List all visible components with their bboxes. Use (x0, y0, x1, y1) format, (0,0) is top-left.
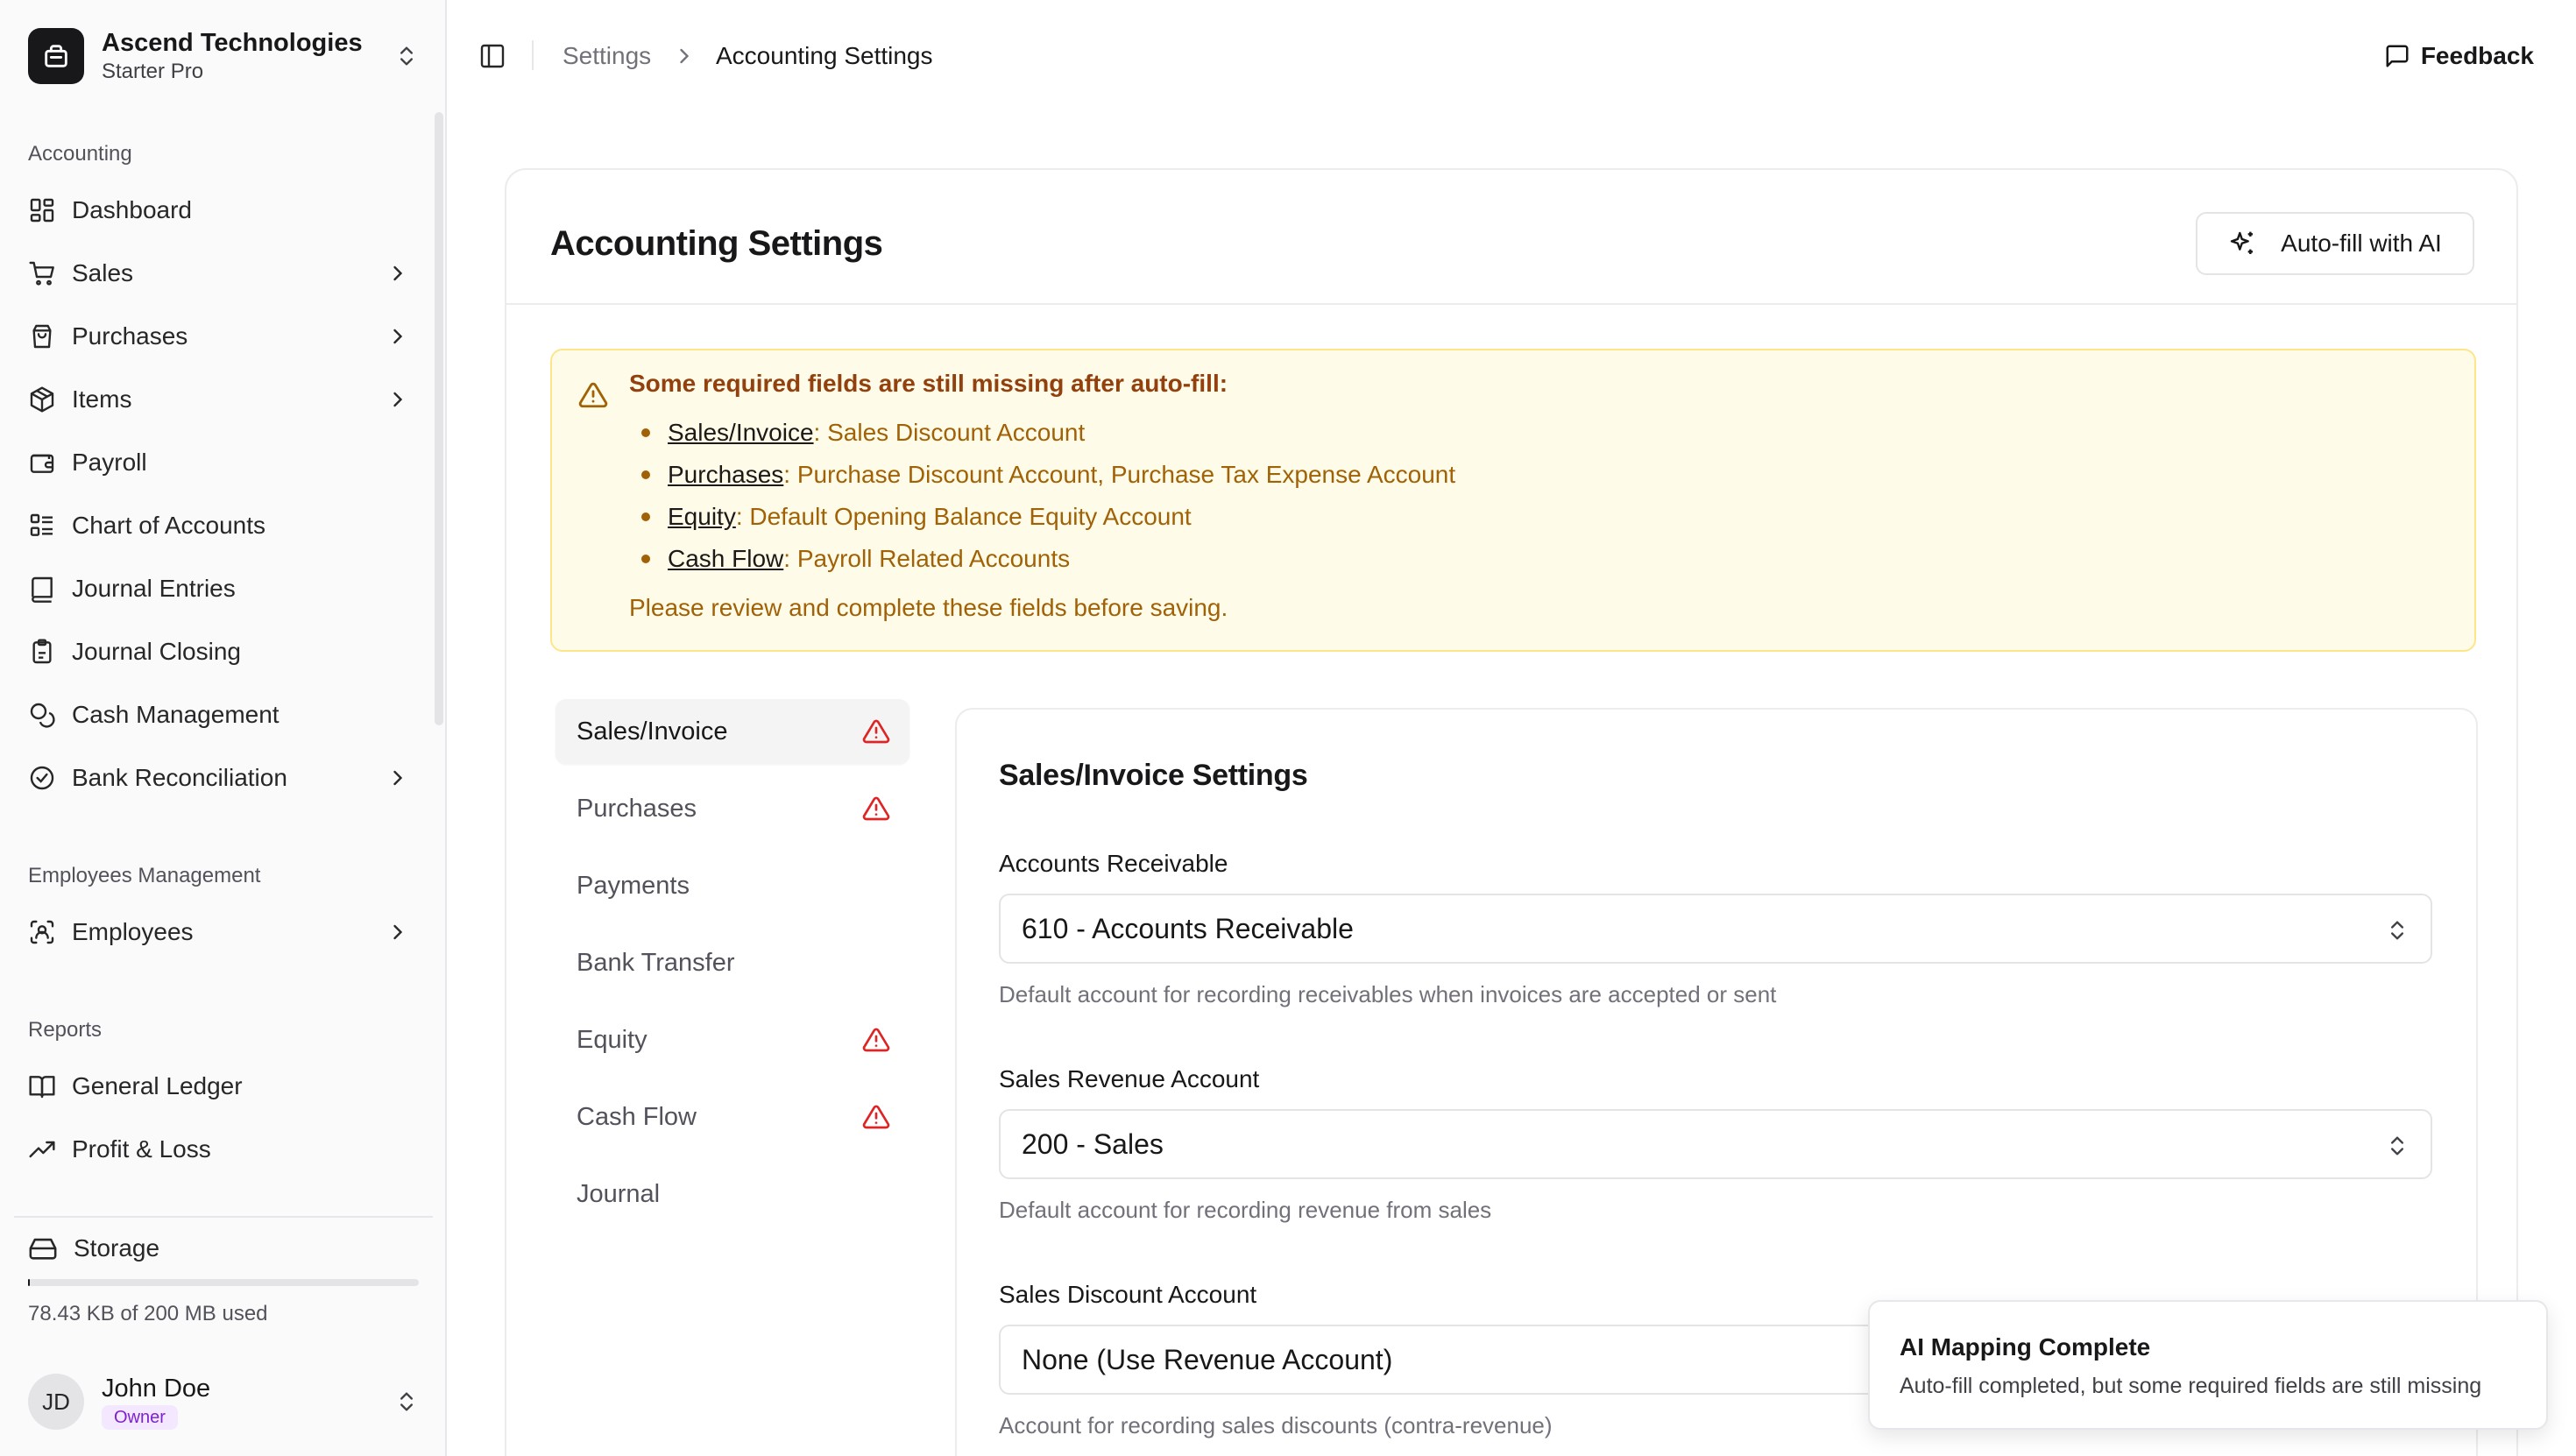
chevron-right-icon (386, 261, 410, 286)
section-title: Sales/Invoice Settings (999, 759, 1308, 792)
sparkles-icon (2228, 230, 2256, 258)
chevron-right-icon (386, 324, 410, 349)
scan-user-icon (28, 918, 56, 946)
alert-fields: : Default Opening Balance Equity Account (735, 503, 1192, 530)
select-value: None (Use Revenue Account) (1022, 1343, 1393, 1375)
warning-triangle-icon (578, 380, 608, 410)
sidebar-item-label: Journal Closing (72, 638, 241, 665)
sidebar-item-label: Payroll (72, 449, 147, 476)
chevron-right-icon (672, 44, 697, 68)
avatar: JD (28, 1374, 84, 1430)
chevrons-up-down-icon (394, 44, 419, 68)
check-circle-icon (28, 764, 56, 792)
org-name: Ascend Technologies (102, 29, 363, 57)
alert-title: Some required fields are still missing after auto-fill: (629, 370, 1228, 397)
tab-journal[interactable] (556, 1162, 909, 1226)
sidebar-item-cash-management[interactable] (14, 687, 417, 743)
accounts-receivable-help: Default account for recording receivables when invoices are accepted or sent (999, 981, 1777, 1007)
clipboard-icon (28, 638, 56, 666)
alert-footer: Please review and complete these fields before saving. (629, 594, 1228, 621)
alert-fields: : Sales Discount Account (813, 419, 1086, 446)
page-title: Accounting Settings (550, 224, 883, 263)
book-icon (28, 575, 56, 603)
nav-group-employees-management: Employees Management (28, 864, 261, 887)
sidebar-item-general-ledger[interactable] (14, 1058, 417, 1114)
tab-equity[interactable] (556, 1007, 909, 1072)
alert-fields: : Payroll Related Accounts (783, 545, 1071, 572)
storage-progress-bar (28, 1279, 419, 1286)
org-plan: Starter Pro (102, 60, 204, 83)
sales-discount-label: Sales Discount Account (999, 1281, 1257, 1308)
tab-label: Bank Transfer (577, 948, 735, 977)
tab-label: Payments (577, 871, 690, 900)
sidebar-item-journal-entries[interactable] (14, 561, 417, 617)
feedback-button[interactable] (2384, 39, 2534, 74)
accounts-receivable-select[interactable] (999, 894, 2432, 964)
org-logo-icon (28, 28, 84, 84)
toast-notification[interactable] (1868, 1300, 2548, 1430)
warning-triangle-icon (862, 1103, 890, 1131)
select-value: 610 - Accounts Receivable (1022, 912, 1354, 944)
user-menu[interactable] (28, 1372, 419, 1431)
toast-title: AI Mapping Complete (1900, 1333, 2151, 1361)
sidebar-scrollbar[interactable] (435, 112, 443, 725)
sales-revenue-help: Default account for recording revenue from sales (999, 1197, 1492, 1223)
sidebar-item-label: Cash Management (72, 701, 280, 728)
list-item (629, 412, 1455, 454)
sidebar (0, 0, 447, 1456)
sidebar-item-label: Sales (72, 259, 134, 286)
autofill-label: Auto-fill with AI (2281, 230, 2442, 257)
tab-bank-transfer[interactable] (556, 930, 909, 995)
tab-cash-flow[interactable] (556, 1085, 909, 1149)
package-icon (28, 385, 56, 413)
sidebar-item-journal-closing[interactable] (14, 624, 417, 680)
hard-drive-icon (28, 1233, 58, 1263)
chevrons-up-down-icon (2385, 918, 2410, 943)
list-icon (28, 512, 56, 540)
warning-triangle-icon (862, 717, 890, 746)
sidebar-item-dashboard[interactable] (14, 182, 417, 238)
chevrons-up-down-icon (394, 1389, 419, 1414)
chevron-right-icon (386, 920, 410, 944)
sidebar-item-employees[interactable] (14, 904, 417, 960)
cart-icon (28, 259, 56, 287)
sidebar-item-label: Profit & Loss (72, 1135, 211, 1163)
tab-label: Cash Flow (577, 1102, 697, 1131)
sidebar-item-payroll[interactable] (14, 435, 417, 491)
nav-group-reports: Reports (28, 1018, 103, 1042)
wallet-icon (28, 449, 56, 477)
message-square-icon (2384, 43, 2410, 69)
ledger-book-icon (28, 1072, 56, 1100)
sidebar-item-label: General Ledger (72, 1072, 243, 1099)
autofill-ai-button[interactable] (2196, 212, 2474, 275)
tab-payments[interactable] (556, 853, 909, 918)
sales-revenue-select[interactable] (999, 1109, 2432, 1179)
alert-list (629, 412, 1455, 580)
toast-message: Auto-fill completed, but some required fields are still missing (1900, 1374, 2482, 1398)
chevrons-up-down-icon (2385, 1134, 2410, 1158)
sidebar-item-profit-loss[interactable] (14, 1121, 417, 1177)
storage-panel (14, 1216, 433, 1326)
tab-sales-invoice[interactable] (556, 699, 909, 764)
tab-purchases[interactable] (556, 776, 909, 841)
sidebar-toggle-icon[interactable] (478, 42, 506, 70)
missing-fields-alert (550, 349, 2476, 652)
role-badge: Owner (102, 1405, 178, 1430)
topbar (449, 0, 2576, 112)
sidebar-item-label: Employees (72, 918, 194, 945)
storage-progress-fill (28, 1279, 30, 1286)
alert-link-cash-flow[interactable]: Cash Flow (668, 545, 784, 572)
coins-icon (28, 701, 56, 729)
nav-group-accounting: Accounting (28, 142, 132, 166)
trend-up-icon (28, 1135, 56, 1163)
sidebar-item-label: Journal Entries (72, 575, 236, 602)
breadcrumb-settings[interactable]: Settings (563, 42, 652, 69)
org-switcher[interactable] (28, 26, 419, 86)
sales-discount-help: Account for recording sales discounts (contra-revenue) (999, 1412, 1553, 1438)
sidebar-item-label: Dashboard (72, 196, 192, 223)
dashboard-icon (28, 196, 56, 224)
tab-label: Equity (577, 1025, 648, 1054)
alert-link-sales-invoice[interactable]: Sales/Invoice (668, 419, 814, 446)
sidebar-item-label: Purchases (72, 322, 188, 350)
tab-label: Journal (577, 1179, 661, 1208)
tab-label: Purchases (577, 794, 697, 823)
sidebar-item-chart-of-accounts[interactable] (14, 498, 417, 554)
warning-triangle-icon (862, 1026, 890, 1054)
sidebar-item-label: Items (72, 385, 132, 413)
tab-label: Sales/Invoice (577, 717, 728, 746)
feedback-label: Feedback (2420, 42, 2534, 69)
warning-triangle-icon (862, 795, 890, 823)
settings-card (505, 168, 2518, 1456)
list-item (629, 496, 1455, 538)
accounts-receivable-label: Accounts Receivable (999, 850, 1228, 877)
shopping-bag-icon (28, 322, 56, 350)
list-item (629, 454, 1455, 496)
sales-revenue-label: Sales Revenue Account (999, 1065, 1260, 1092)
card-divider (506, 303, 2516, 305)
list-item (629, 538, 1455, 580)
chevron-right-icon (386, 387, 410, 412)
sidebar-item-sales[interactable] (14, 245, 417, 301)
alert-fields: : Purchase Discount Account, Purchase Tax Expense Account (783, 461, 1456, 488)
topbar-divider (532, 40, 534, 70)
storage-usage-text: 78.43 KB of 200 MB used (28, 1302, 268, 1325)
sidebar-item-items[interactable] (14, 371, 417, 428)
breadcrumb-current: Accounting Settings (716, 42, 933, 69)
alert-link-purchases[interactable]: Purchases (668, 461, 784, 488)
sidebar-item-label: Chart of Accounts (72, 512, 266, 539)
settings-tabs (556, 699, 909, 1239)
storage-label: Storage (74, 1234, 160, 1262)
chevron-right-icon (386, 766, 410, 790)
sidebar-item-purchases[interactable] (14, 308, 417, 364)
sidebar-item-bank-reconciliation[interactable] (14, 750, 417, 806)
select-value: 200 - Sales (1022, 1127, 1164, 1160)
user-name: John Doe (102, 1375, 211, 1403)
alert-link-equity[interactable]: Equity (668, 503, 736, 530)
sidebar-item-label: Bank Reconciliation (72, 764, 287, 791)
